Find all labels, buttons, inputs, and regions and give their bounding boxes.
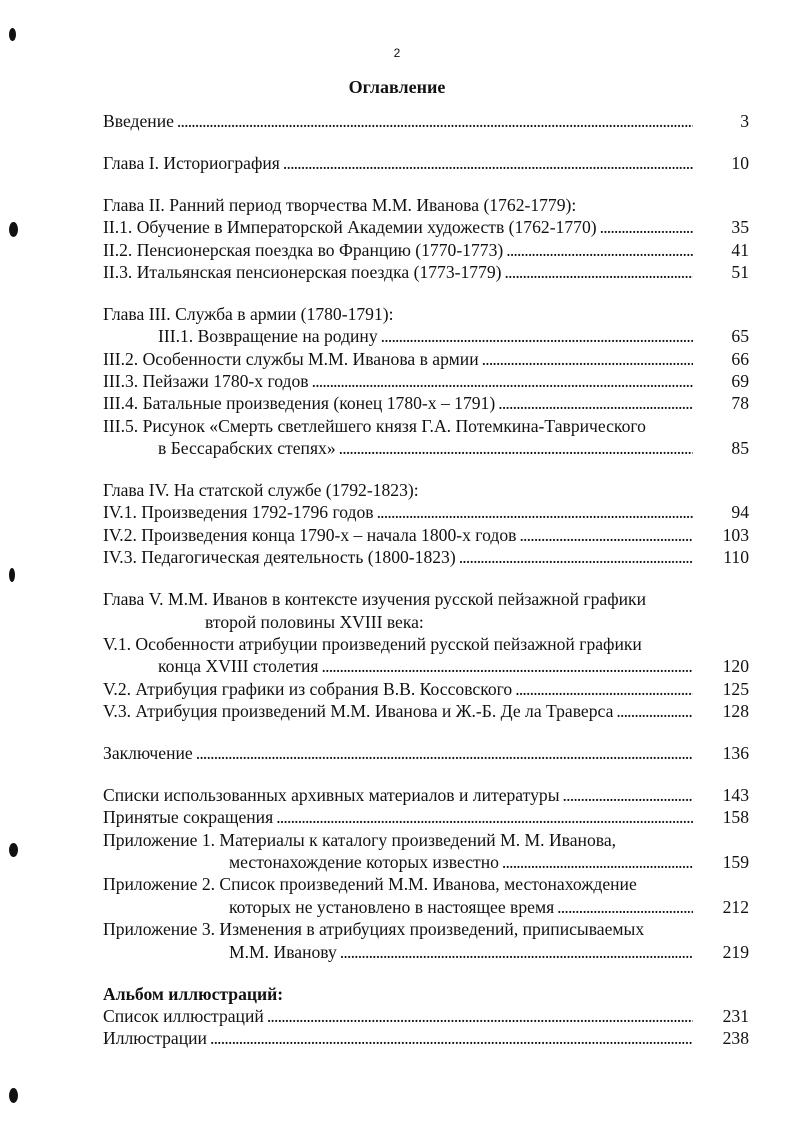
toc-page-number: 158: [722, 807, 749, 828]
toc-page-number: 51: [731, 261, 749, 282]
scan-mark: [9, 28, 16, 41]
toc-entry: [103, 700, 749, 722]
toc-entry: [103, 216, 749, 238]
toc-entry-title: в Бессарабских степях»: [158, 438, 336, 459]
dot-leader: [283, 152, 693, 174]
toc-page-number: 85: [731, 438, 749, 459]
toc-entry-title: М.М. Иванову: [229, 941, 337, 962]
toc-entry: [103, 1027, 749, 1049]
toc-entry: [103, 546, 749, 568]
toc-entry-title: Список иллюстраций: [103, 1005, 264, 1026]
toc-entry: [103, 742, 749, 764]
dot-leader: [506, 239, 693, 261]
dot-leader: [498, 392, 693, 414]
dot-leader: [600, 216, 693, 238]
dot-leader: [515, 678, 693, 700]
toc-section: [103, 303, 749, 460]
dot-leader: [377, 501, 693, 523]
toc-entry: [103, 501, 749, 523]
toc-page-number: 219: [722, 941, 749, 962]
toc-page-number: 110: [723, 547, 749, 568]
toc-entry-title: III.1. Возвращение на родину: [158, 326, 378, 347]
toc-page-number: 78: [731, 393, 749, 414]
toc-entry-title: Списки использованных архивных материалов и литературы: [103, 784, 560, 805]
toc-page-number: 238: [722, 1028, 749, 1049]
toc-page-number: 120: [722, 656, 749, 677]
toc-section: [103, 110, 749, 132]
toc-entry: [103, 918, 749, 940]
dot-leader: [339, 437, 693, 459]
toc-section: [103, 479, 749, 569]
toc-entry: [103, 588, 749, 610]
toc-entry: [103, 655, 749, 677]
toc-section: [103, 152, 749, 174]
toc-entry-title: Принятые сокращения: [103, 807, 274, 828]
toc-section: [103, 784, 749, 963]
toc-entry-title: Глава I. Историография: [103, 152, 280, 173]
page-number: 2: [393, 46, 401, 60]
toc-page-number: 35: [731, 217, 749, 238]
toc-entry: [103, 784, 749, 806]
toc-entry: [103, 415, 749, 437]
toc-page-number: 159: [722, 852, 749, 873]
toc-entry-title: Приложение 3. Изменения в атрибуциях произведений, приписываемых: [103, 919, 645, 940]
toc-entry-title: Глава IV. На статской службе (1792-1823):: [103, 480, 419, 501]
toc-entry: [103, 392, 749, 414]
toc-entry-title: II.3. Итальянская пенсионерская поездка (1773-1779): [103, 261, 502, 282]
dot-leader: [519, 524, 693, 546]
toc-entry-title: которых не установлено в настоящее время: [229, 896, 555, 917]
toc-entry-title: Иллюстрации: [103, 1028, 207, 1049]
toc-entry-title: Глава II. Ранний период творчества М.М. Иванова (1762-1779):: [103, 194, 577, 215]
toc-entry: [103, 325, 749, 347]
dot-leader: [276, 806, 693, 828]
toc-entry: [103, 303, 749, 325]
toc-entry-title: III.4. Батальные произведения (конец 1780-х – 1791): [103, 393, 496, 414]
toc-section: [103, 983, 749, 1050]
dot-leader: [616, 700, 693, 722]
toc-page-number: 136: [722, 742, 749, 763]
dot-leader: [557, 896, 693, 918]
toc-entry: [103, 479, 749, 501]
dot-leader: [505, 261, 693, 283]
toc-entry-title: Альбом иллюстраций:: [103, 983, 284, 1004]
page-title: Оглавление: [348, 77, 446, 97]
dot-leader: [210, 1027, 693, 1049]
toc-section: [103, 742, 749, 764]
toc-entry: [103, 983, 749, 1005]
toc-entry: [103, 110, 749, 132]
toc-entry-title: IV.2. Произведения конца 1790-х – начала 1800-х годов: [103, 524, 517, 545]
toc-entry: [103, 829, 749, 851]
scan-mark: [9, 1088, 18, 1103]
toc-entry-title: III.5. Рисунок «Смерть светлейшего князя Г.А. Потемкина-Таврического: [103, 415, 646, 436]
scan-mark: [9, 222, 18, 237]
toc-entry-title: второй половины XVIII века:: [205, 611, 424, 632]
toc-entry: [103, 941, 749, 963]
toc-page-number: 143: [722, 784, 749, 805]
toc-entry-title: Приложение 1. Материалы к каталогу произведений М. М. Иванова,: [103, 829, 617, 850]
toc-entry: [103, 678, 749, 700]
toc-entry: [103, 152, 749, 174]
toc-entry-title: V.1. Особенности атрибуции произведений русской пейзажной графики: [103, 633, 642, 654]
toc-entry-title: II.2. Пенсионерская поездка во Францию (1770-1773): [103, 239, 504, 260]
toc-entry: [103, 873, 749, 895]
toc-section: [103, 194, 749, 284]
toc-entry-title: Глава V. М.М. Иванов в контексте изучения русской пейзажной графики: [103, 589, 647, 610]
table-of-contents: [103, 110, 749, 1050]
dot-leader: [312, 370, 693, 392]
toc-entry: [103, 437, 749, 459]
dot-leader: [563, 784, 693, 806]
toc-entry-title: местонахождение которых известно: [229, 852, 499, 873]
toc-entry-title: Приложение 2. Список произведений М.М. Иванова, местонахождение: [103, 874, 637, 895]
dot-leader: [459, 546, 693, 568]
toc-entry-title: Заключение: [103, 742, 193, 763]
toc-page-number: 94: [731, 502, 749, 523]
toc-entry: [103, 348, 749, 370]
dot-leader: [322, 655, 694, 677]
toc-entry: [103, 851, 749, 873]
toc-page-number: 231: [722, 1005, 749, 1026]
toc-entry-title: V.3. Атрибуция произведений М.М. Иванова и Ж.-Б. Де ла Траверса: [103, 701, 614, 722]
toc-entry-title: Глава III. Служба в армии (1780-1791):: [103, 303, 394, 324]
dot-leader: [482, 348, 693, 370]
toc-page-number: 3: [740, 111, 749, 131]
toc-entry: [103, 611, 749, 633]
toc-page-number: 125: [722, 678, 749, 699]
toc-entry-title: II.1. Обучение в Императорской Академии художеств (1762-1770): [103, 217, 597, 238]
toc-page-number: 41: [731, 239, 749, 260]
toc-entry: [103, 896, 749, 918]
dot-leader: [177, 110, 693, 132]
toc-entry: [103, 239, 749, 261]
toc-page-number: 103: [722, 524, 749, 545]
toc-page-number: 69: [731, 371, 749, 392]
dot-leader: [340, 941, 693, 963]
toc-entry: [103, 261, 749, 283]
toc-entry: [103, 194, 749, 216]
dot-leader: [267, 1005, 693, 1027]
toc-entry-title: III.3. Пейзажи 1780-х годов: [103, 371, 309, 392]
toc-entry: [103, 806, 749, 828]
toc-entry-title: V.2. Атрибуция графики из собрания В.В. Коссовского: [103, 678, 513, 699]
toc-entry-title: конца XVIII столетия: [158, 656, 319, 677]
toc-section: [103, 588, 749, 722]
toc-page-number: 128: [722, 701, 749, 722]
scan-mark: [9, 843, 18, 857]
toc-page-number: 212: [722, 896, 749, 917]
dot-leader: [502, 851, 693, 873]
toc-entry-title: IV.3. Педагогическая деятельность (1800-1823): [103, 547, 456, 568]
toc-page-number: 65: [731, 326, 749, 347]
toc-entry-title: III.2. Особенности службы М.М. Иванова в армии: [103, 348, 479, 369]
toc-entry: [103, 524, 749, 546]
dot-leader: [381, 325, 693, 347]
toc-entry: [103, 370, 749, 392]
toc-entry-title: Введение: [103, 111, 174, 131]
dot-leader: [196, 742, 693, 764]
toc-entry: [103, 1005, 749, 1027]
toc-entry-title: IV.1. Произведения 1792-1796 годов: [103, 502, 374, 523]
toc-entry: [103, 633, 749, 655]
toc-page-number: 10: [731, 152, 749, 173]
scan-mark: [9, 568, 15, 582]
toc-page-number: 66: [731, 348, 749, 369]
